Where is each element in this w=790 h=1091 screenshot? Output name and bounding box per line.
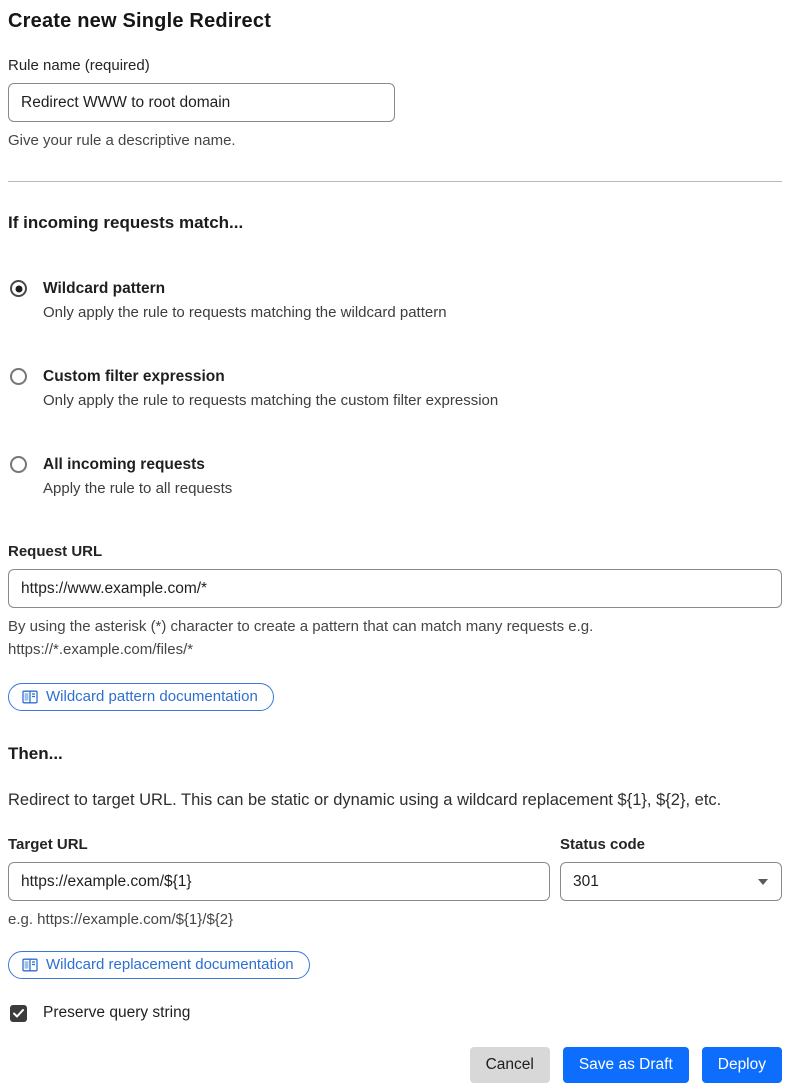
radio-option-wildcard-pattern[interactable] bbox=[8, 279, 782, 322]
book-icon bbox=[22, 690, 38, 704]
target-url-label: Target URL bbox=[8, 836, 88, 853]
deploy-button[interactable]: Deploy bbox=[702, 1047, 782, 1083]
request-url-label: Request URL bbox=[8, 543, 103, 560]
radio-description: Apply the rule to all requests bbox=[43, 480, 233, 497]
footer-actions bbox=[8, 1047, 782, 1091]
radio-unselected-icon[interactable] bbox=[10, 368, 27, 385]
wildcard-pattern-docs-button[interactable] bbox=[8, 683, 274, 711]
match-type-radio-group bbox=[8, 279, 782, 498]
request-url-help-line2: https://*.example.com/files/* bbox=[8, 641, 194, 658]
doc-button-label: Wildcard replacement documentation bbox=[46, 956, 294, 973]
cancel-button[interactable]: Cancel bbox=[470, 1047, 550, 1083]
rule-name-help: Give your rule a descriptive name. bbox=[8, 132, 236, 149]
target-url-input[interactable] bbox=[8, 862, 550, 901]
book-icon bbox=[22, 958, 38, 972]
preserve-query-label: Preserve query string bbox=[43, 1004, 191, 1021]
radio-description: Only apply the rule to requests matching the custom filter expression bbox=[43, 392, 499, 409]
status-code-label: Status code bbox=[560, 836, 646, 853]
radio-label: Custom filter expression bbox=[43, 368, 225, 385]
radio-description: Only apply the rule to requests matching the wildcard pattern bbox=[43, 304, 447, 321]
rule-name-input[interactable] bbox=[8, 83, 395, 122]
radio-option-all-incoming-requests[interactable] bbox=[8, 455, 782, 498]
radio-selected-icon[interactable] bbox=[10, 280, 27, 297]
section-divider bbox=[8, 181, 782, 182]
radio-option-custom-filter-expression[interactable] bbox=[8, 367, 782, 410]
checkmark-icon bbox=[13, 1009, 24, 1018]
match-section-heading: If incoming requests match... bbox=[8, 213, 244, 232]
request-url-input[interactable] bbox=[8, 569, 782, 608]
radio-label: All incoming requests bbox=[43, 456, 205, 473]
status-code-select[interactable] bbox=[560, 862, 782, 901]
preserve-query-row[interactable] bbox=[8, 1004, 782, 1022]
save-as-draft-button[interactable]: Save as Draft bbox=[563, 1047, 689, 1083]
request-url-help-line1: By using the asterisk (*) character to create a pattern that can match many requests e.g. bbox=[8, 618, 594, 635]
wildcard-replacement-docs-button[interactable] bbox=[8, 951, 310, 979]
chevron-down-icon bbox=[758, 879, 768, 885]
status-code-value: 301 bbox=[573, 872, 599, 890]
doc-button-label: Wildcard pattern documentation bbox=[46, 688, 258, 705]
preserve-query-checkbox[interactable] bbox=[10, 1005, 27, 1022]
page-title: Create new Single Redirect bbox=[8, 10, 272, 32]
then-section-heading: Then... bbox=[8, 744, 63, 763]
rule-name-label: Rule name (required) bbox=[8, 57, 150, 74]
radio-label: Wildcard pattern bbox=[43, 280, 166, 297]
then-description: Redirect to target URL. This can be static or dynamic using a wildcard replacement ${1}, ${2}, etc. bbox=[8, 791, 722, 809]
target-and-status-row bbox=[8, 810, 782, 901]
radio-unselected-icon[interactable] bbox=[10, 456, 27, 473]
target-url-help: e.g. https://example.com/${1}/${2} bbox=[8, 911, 234, 928]
request-url-help bbox=[8, 615, 782, 661]
